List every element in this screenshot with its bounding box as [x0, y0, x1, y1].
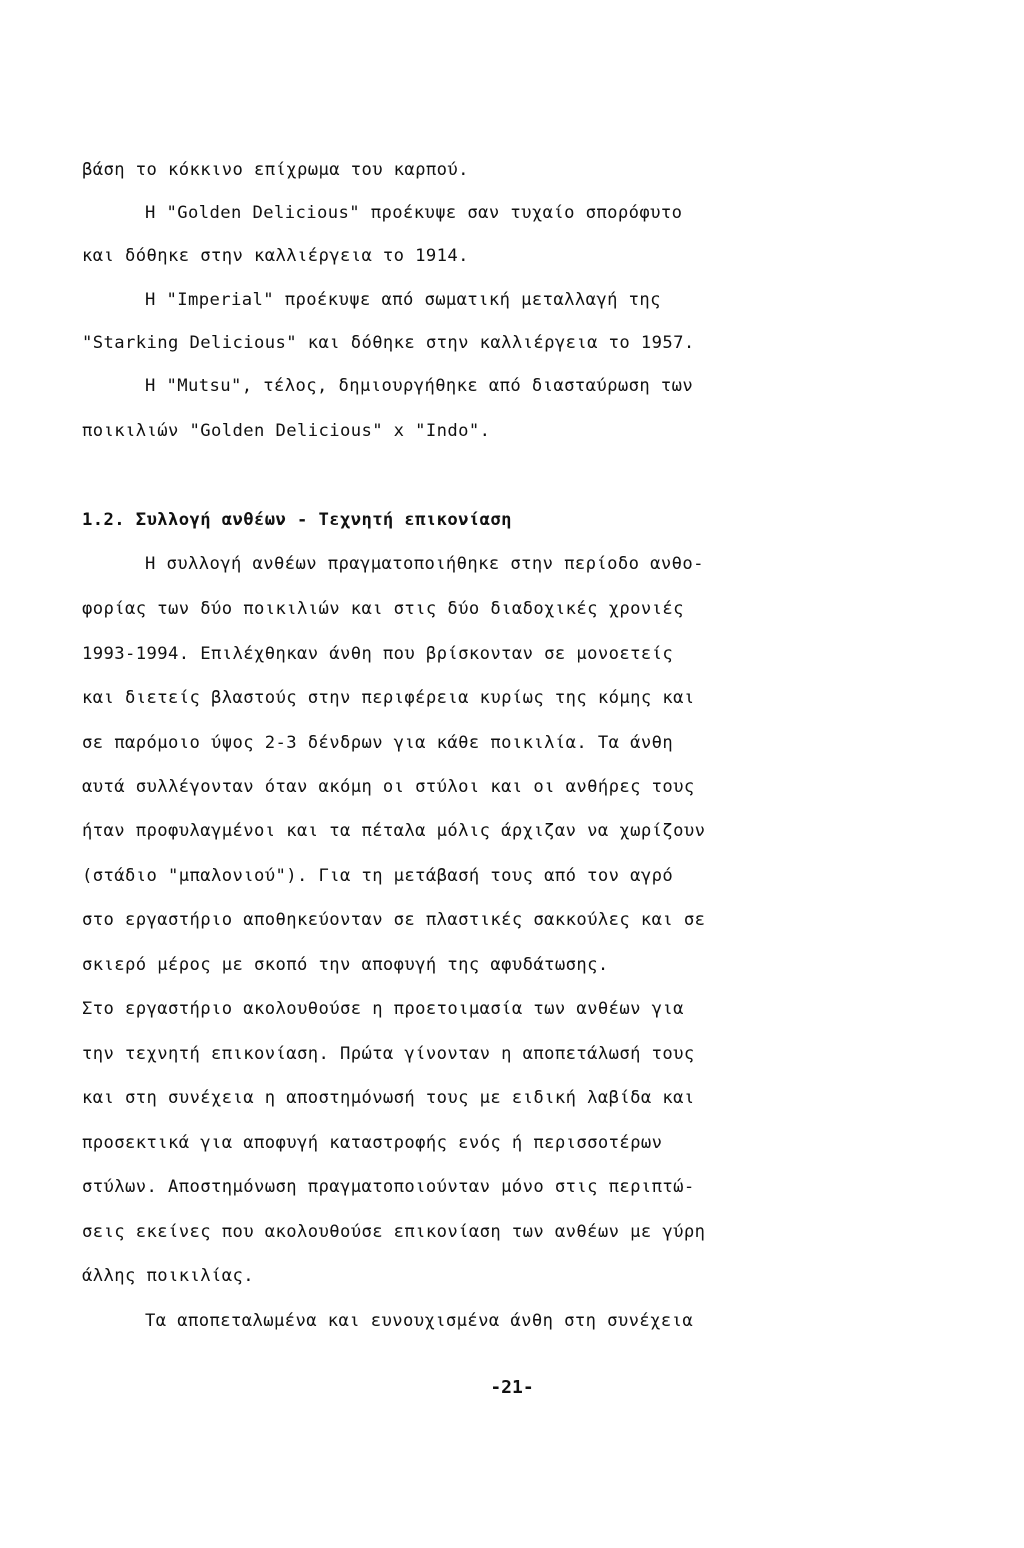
text-line: και διετείς βλαστούς στην περιφέρεια κυρίως της κόμης και	[82, 688, 695, 708]
text-line: Στο εργαστήριο ακολουθούσε η προετοιμασία των ανθέων για	[82, 999, 684, 1019]
text-line: "Starking Delicious" και δόθηκε στην καλλιέργεια το 1957.	[82, 333, 695, 353]
text-line: στύλων. Αποστημόνωση πραγματοποιούνταν μόνο στις περιπτώ-	[82, 1177, 695, 1197]
text-line: και στη συνέχεια η αποστημόνωσή τους με ειδική λαβίδα και	[82, 1088, 695, 1108]
text-line: (στάδιο "μπαλονιού"). Για τη μετάβασή τους από τον αγρό	[82, 866, 674, 886]
text-line: ποικιλιών "Golden Delicious" x "Indo".	[82, 421, 491, 441]
text-line: άλλης ποικιλίας.	[82, 1266, 254, 1286]
text-line: προσεκτικά για αποφυγή καταστροφής ενός ή περισσοτέρων	[82, 1133, 663, 1153]
text-line: Η "Imperial" προέκυψε από σωματική μεταλλαγή της	[145, 290, 661, 310]
text-line: βάση το κόκκινο επίχρωμα του καρπού.	[82, 160, 469, 180]
text-line: σκιερό μέρος με σκοπό την αποφυγή της αφυδάτωσης.	[82, 955, 609, 975]
text-line: Η "Golden Delicious" προέκυψε σαν τυχαίο σπορόφυτο	[145, 203, 683, 223]
text-line: 1993-1994. Επιλέχθηκαν άνθη που βρίσκονταν σε μονοετείς	[82, 644, 674, 664]
text-line: σεις εκείνες που ακολουθούσε επικονίαση των ανθέων με γύρη	[82, 1222, 706, 1242]
text-line: Η "Mutsu", τέλος, δημιουργήθηκε από διασταύρωση των	[145, 376, 694, 396]
text-line: σε παρόμοιο ύψος 2-3 δένδρων για κάθε ποικιλία. Τα άνθη	[82, 733, 674, 753]
text-line: φορίας των δύο ποικιλιών και στις δύο διαδοχικές χρονιές	[82, 599, 684, 619]
text-line: αυτά συλλέγονταν όταν ακόμη οι στύλοι και οι ανθήρες τους	[82, 777, 695, 797]
text-line: Η συλλογή ανθέων πραγματοποιήθηκε στην περίοδο ανθο-	[145, 554, 704, 574]
text-line: και δόθηκε στην καλλιέργεια το 1914.	[82, 246, 469, 266]
text-line: Τα αποπεταλωμένα και ευνουχισμένα άνθη στη συνέχεια	[145, 1311, 694, 1331]
text-line: στο εργαστήριο αποθηκεύονταν σε πλαστικές σακκούλες και σε	[82, 910, 706, 930]
section-heading: 1.2. Συλλογή ανθέων - Τεχνητή επικονίαση	[82, 510, 512, 530]
page-number: -21-	[490, 1377, 534, 1398]
text-line: ήταν προφυλαγμένοι και τα πέταλα μόλις άρχιζαν να χωρίζουν	[82, 821, 706, 841]
text-line: την τεχνητή επικονίαση. Πρώτα γίνονταν η αποπετάλωσή τους	[82, 1044, 695, 1064]
